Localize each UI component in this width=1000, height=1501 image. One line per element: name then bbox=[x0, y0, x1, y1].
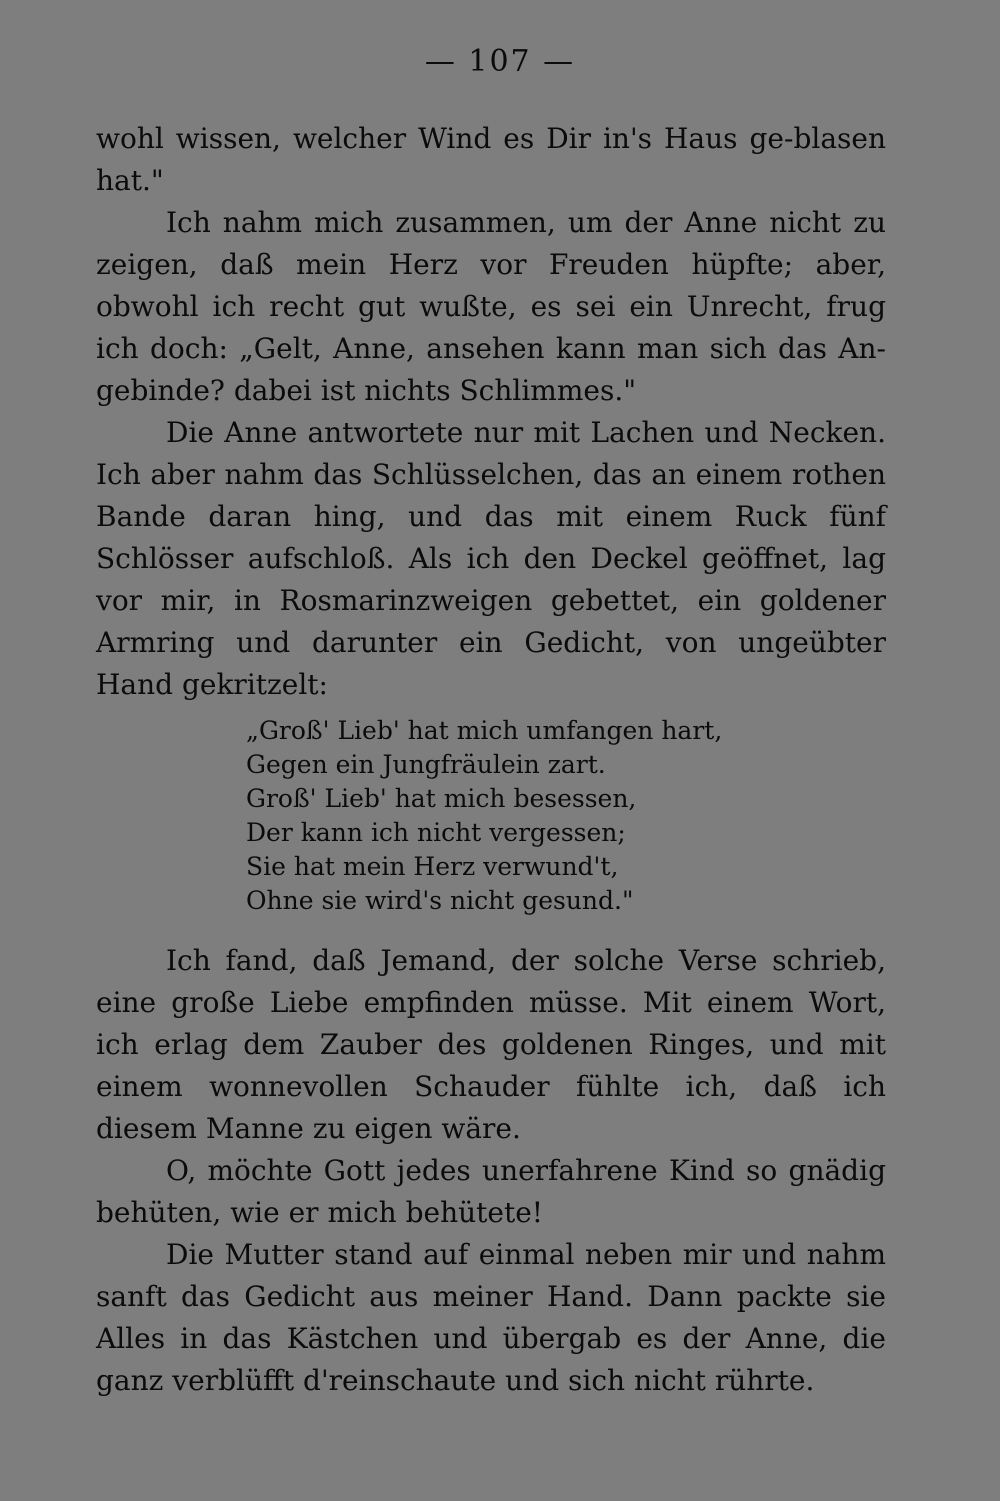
poem-line: Der kann ich nicht vergessen; bbox=[246, 818, 626, 847]
poem-line: „Groß' Lieb' hat mich umfangen hart, bbox=[246, 716, 723, 745]
text-block-bottom bbox=[96, 940, 886, 1402]
page-number: — 107 — bbox=[424, 44, 576, 79]
paragraph: Die Anne antwortete nur mit Lachen und Necken. Ich aber nahm das Schlüsselchen, das an einem rothen Bande daran hing, und das mit einem Ruck fünf Schlösser aufschloß. Als ich den Deckel geöffnet, lag vor mir, in Rosmarinzweigen gebettet, ein goldener Armring und darunter ein Gedicht, von ungeübter Hand gekritzelt: bbox=[96, 416, 886, 701]
poem-line: Sie hat mein Herz verwund't, bbox=[246, 852, 619, 881]
poem-line: Gegen ein Jungfräulein zart. bbox=[246, 750, 606, 779]
poem-line: Ohne sie wird's nicht gesund." bbox=[246, 886, 634, 915]
text-block-top bbox=[96, 118, 886, 706]
paragraph: Ich fand, daß Jemand, der solche Verse schrieb, eine große Liebe empfinden müsse. Mit einem Wort, ich erlag dem Zauber des goldenen Ringes, und mit einem wonnevollen Schauder fühlte ich, daß ich diesem Manne zu eigen wäre. bbox=[96, 944, 886, 1145]
poem-line: Groß' Lieb' hat mich besessen, bbox=[246, 784, 637, 813]
paragraph: O, möchte Gott jedes unerfahrene Kind so gnädig behüten, wie er mich behütete! bbox=[96, 1154, 886, 1229]
paragraph-continuation: wohl wissen, welcher Wind es Dir in's Haus ge-blasen hat." bbox=[96, 122, 886, 197]
paragraph: Die Mutter stand auf einmal neben mir und nahm sanft das Gedicht aus meiner Hand. Dann packte sie Alles in das Kästchen und übergab es der Anne, die ganz verblüfft d'reinschaute und sich nicht rührte. bbox=[96, 1238, 886, 1397]
paragraph: Ich nahm mich zusammen, um der Anne nicht zu zeigen, daß mein Herz vor Freuden hüpfte; aber, obwohl ich recht gut wußte, es sei ein Unrecht, frug ich doch: „Gelt, Anne, ansehen kann man sich das An-gebinde? dabei ist nichts Schlimmes." bbox=[96, 206, 886, 407]
poem bbox=[246, 714, 806, 918]
